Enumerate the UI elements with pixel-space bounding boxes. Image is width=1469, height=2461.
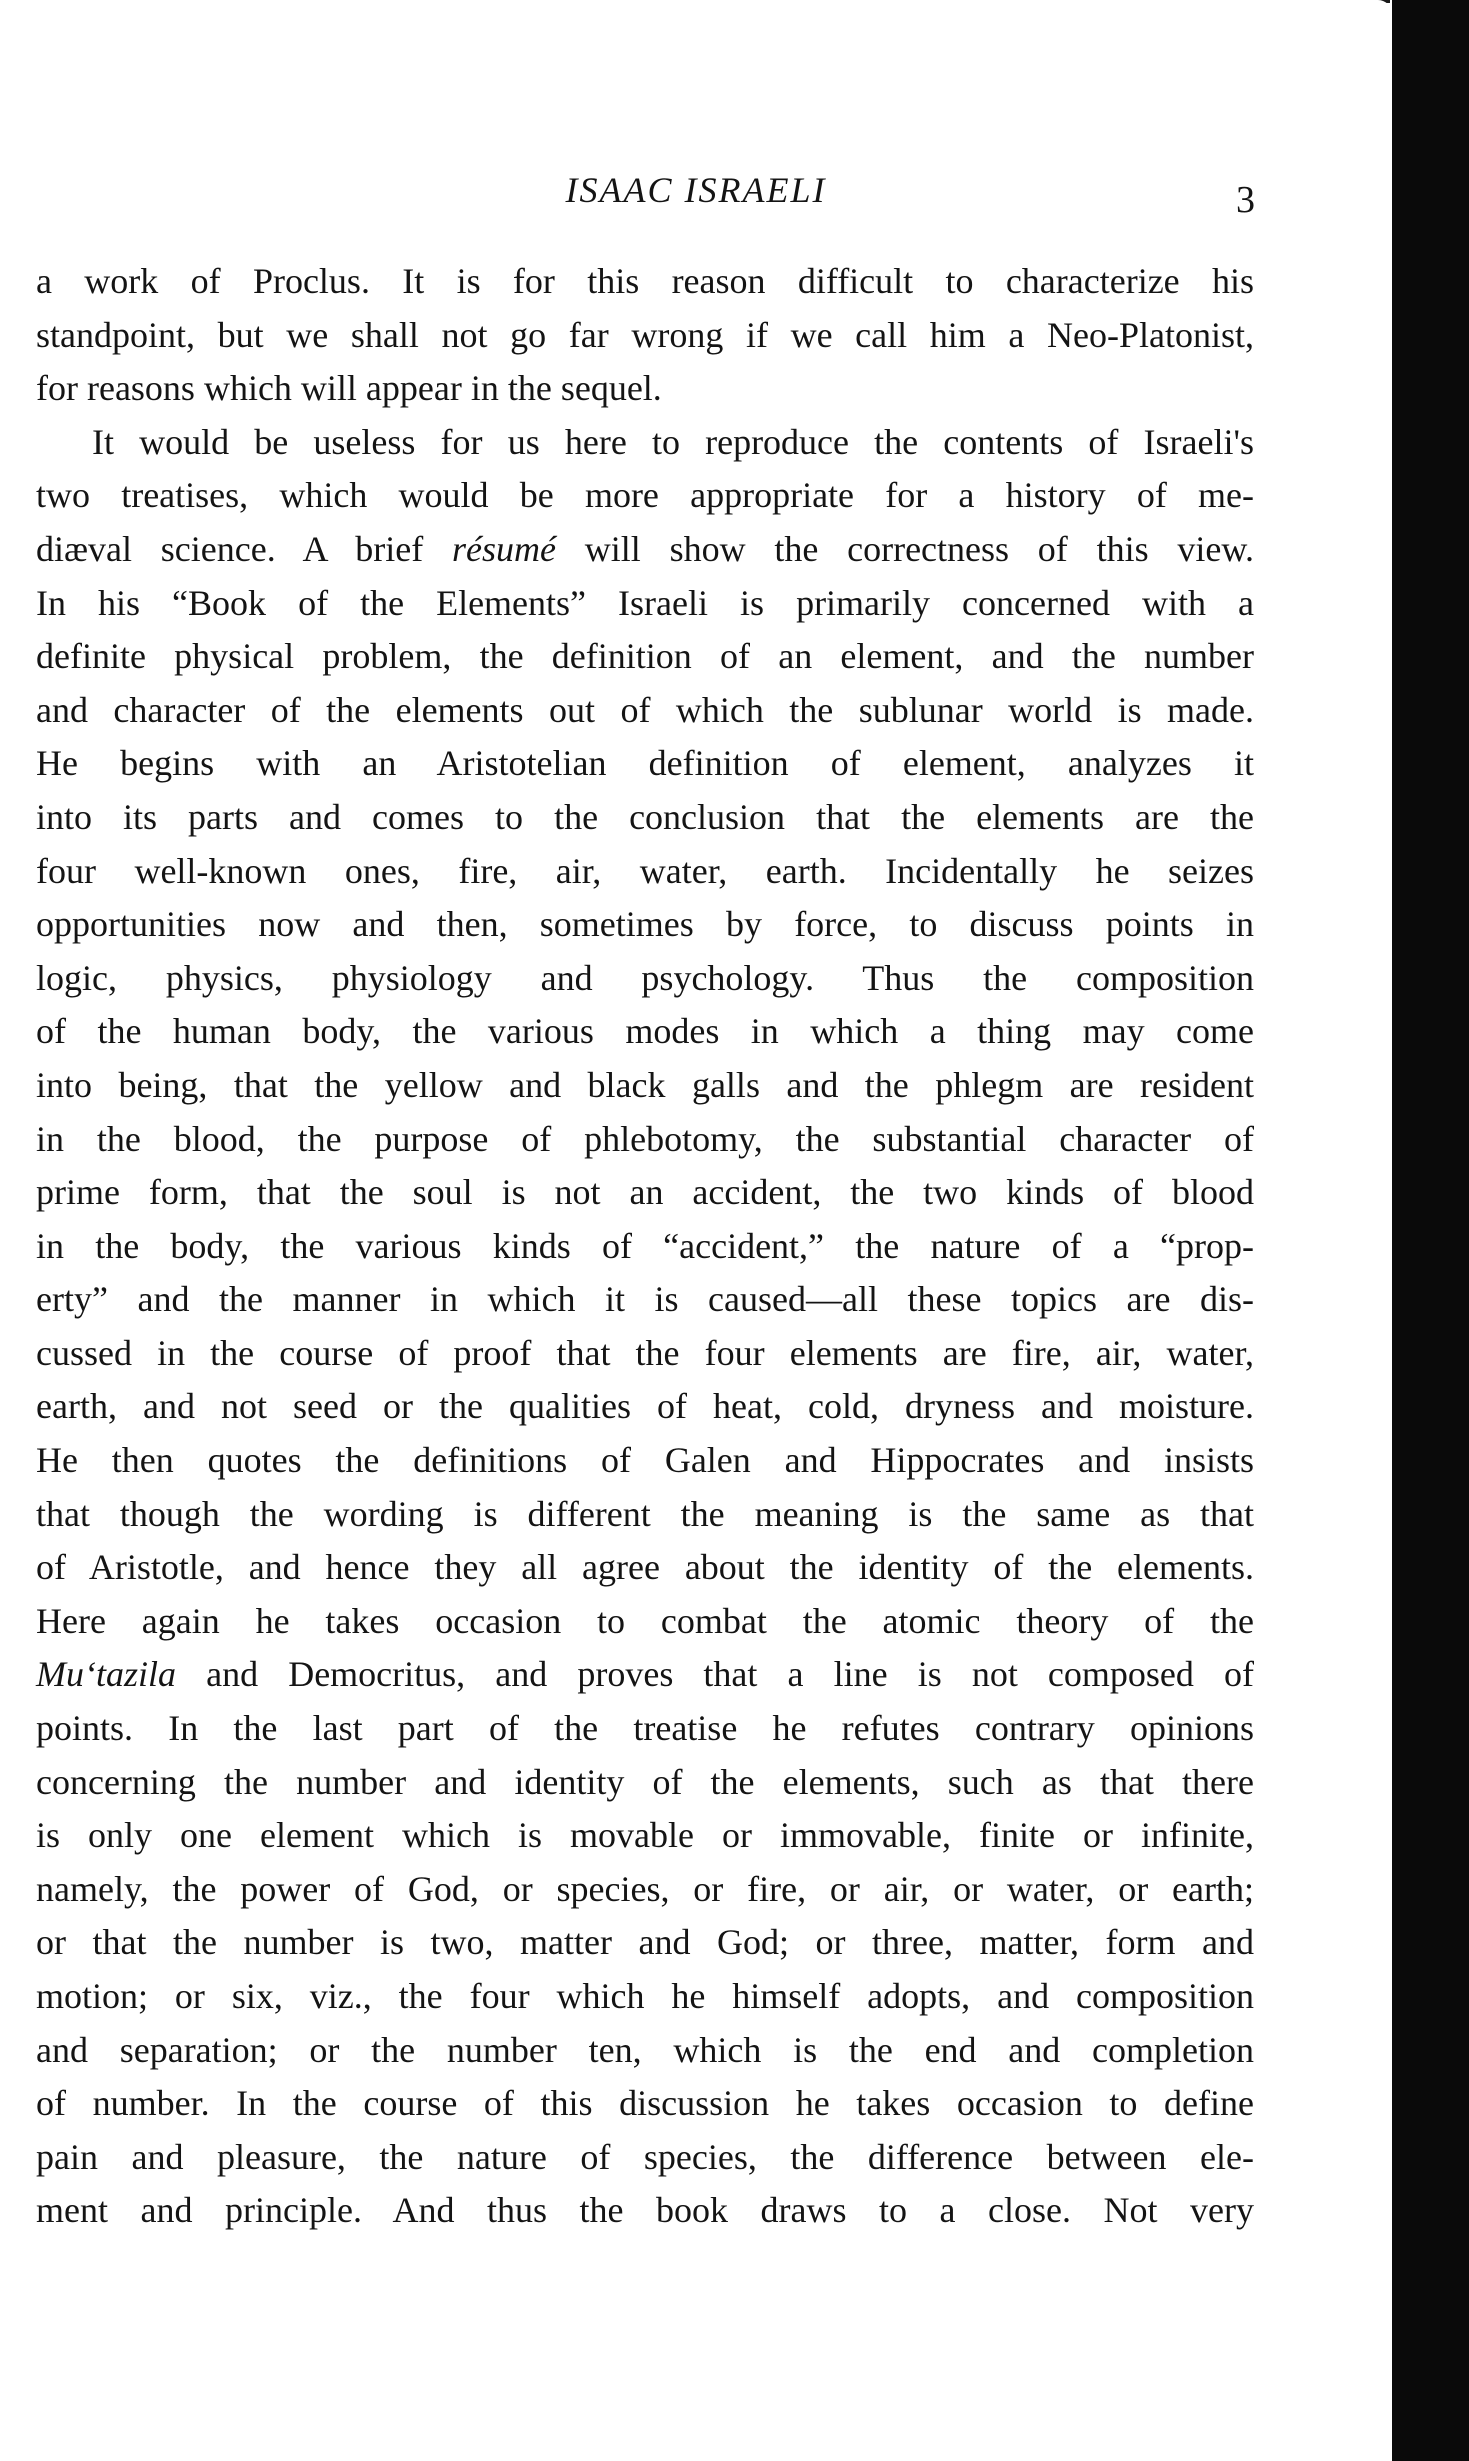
italic-term: Mu‘tazila xyxy=(36,1654,176,1695)
text-line: It would be useless for us here to reproduce the contents of Israeli's xyxy=(92,421,1254,462)
text-line: definite physical problem, the definition of an element, and the number xyxy=(36,636,1254,677)
text-line: diæval science. A brief résumé will show the correctness of this view. xyxy=(36,528,1255,569)
text-line: namely, the power of God, or species, or fire, or air, or water, or earth; xyxy=(36,1868,1254,1909)
text-line: ment and principle. And thus the book draws to a close. Not very xyxy=(36,2190,1254,2231)
running-head: ISAAC ISRAELI xyxy=(565,170,827,210)
text-line: erty” and the manner in which it is caused—all these topics are dis- xyxy=(36,1279,1254,1320)
text-line: In his “Book of the Elements” Israeli is primarily concerned with a xyxy=(36,582,1254,623)
text-line: of Aristotle, and hence they all agree about the identity of the elements. xyxy=(36,1547,1254,1588)
text-line: a work of Proclus. It is for this reason difficult to characterize his xyxy=(36,261,1254,301)
text-line: in the blood, the purpose of phlebotomy, the substantial character of xyxy=(36,1118,1254,1159)
text-line: earth, and not seed or the qualities of heat, cold, dryness and moisture. xyxy=(36,1386,1254,1427)
text-line: of number. In the course of this discussion he takes occasion to define xyxy=(36,2083,1254,2124)
text-line: for reasons which will appear in the sequel. xyxy=(36,368,662,409)
text-line: and character of the elements out of which the sublunar world is made. xyxy=(36,689,1254,730)
text-line: pain and pleasure, the nature of species, the difference between ele- xyxy=(36,2136,1254,2177)
body-text xyxy=(36,255,1254,2238)
text-line: that though the wording is different the meaning is the same as that xyxy=(36,1493,1254,1534)
text-line: logic, physics, physiology and psychology. Thus the composition xyxy=(36,957,1254,998)
text-line: Mu‘tazila and Democritus, and proves that a line is not composed of xyxy=(36,1654,1254,1695)
text-line: is only one element which is movable or immovable, finite or infinite, xyxy=(36,1815,1254,1856)
text-line: points. In the last part of the treatise he refutes contrary opinions xyxy=(36,1708,1254,1749)
text-line: concerning the number and identity of the elements, such as that there xyxy=(36,1761,1254,1802)
italic-term: résumé xyxy=(452,528,557,569)
text-line: into being, that the yellow and black galls and the phlegm are resident xyxy=(36,1064,1254,1105)
text-line: cussed in the course of proof that the four elements are fire, air, water, xyxy=(36,1332,1254,1373)
text-line: into its parts and comes to the conclusion that the elements are the xyxy=(36,796,1254,837)
text-line: Here again he takes occasion to combat the atomic theory of the xyxy=(36,1600,1254,1641)
text-line: two treatises, which would be more appropriate for a history of me- xyxy=(36,475,1254,516)
page-number: 3 xyxy=(1236,179,1255,221)
text-line: He begins with an Aristotelian definition of element, analyzes it xyxy=(36,743,1254,784)
text-line: or that the number is two, matter and God; or three, matter, form and xyxy=(36,1922,1254,1963)
text-line: He then quotes the definitions of Galen and Hippocrates and insists xyxy=(36,1440,1254,1481)
scan-edge-shadow xyxy=(1392,0,1469,2461)
text-line: of the human body, the various modes in which a thing may come xyxy=(36,1011,1254,1052)
text-line: in the body, the various kinds of “accident,” the nature of a “prop- xyxy=(36,1225,1254,1266)
text-line: standpoint, but we shall not go far wrong if we call him a Neo-Platonist, xyxy=(36,314,1254,355)
text-line: motion; or six, viz., the four which he himself adopts, and composition xyxy=(36,1976,1254,2016)
text-line: four well-known ones, fire, air, water, earth. Incidentally he seizes xyxy=(36,850,1254,891)
text-line: prime form, that the soul is not an accident, the two kinds of blood xyxy=(36,1172,1254,1213)
text-line: and separation; or the number ten, which is the end and completion xyxy=(36,2029,1254,2070)
text-line: opportunities now and then, sometimes by force, to discuss points in xyxy=(36,904,1254,945)
